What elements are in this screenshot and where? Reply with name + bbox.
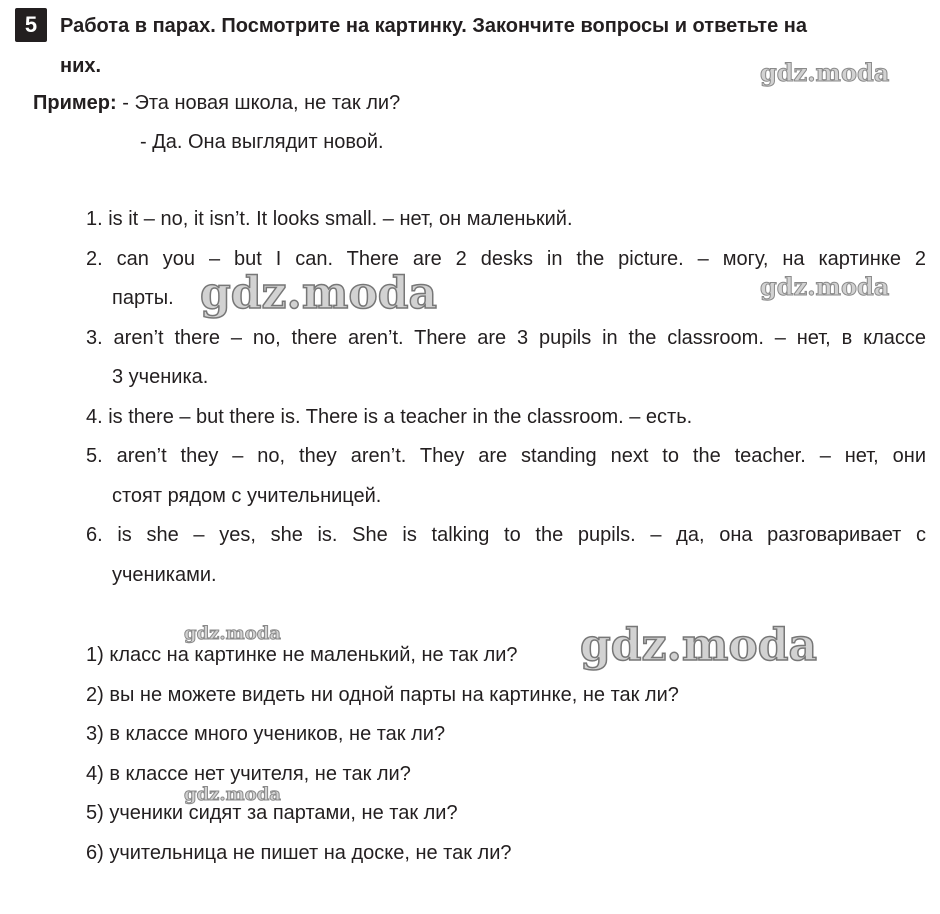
answer-item-2	[86, 240, 926, 319]
answer-text: 2. can you – but I can. There are 2 desks in the picture. – могу, на картинке 2	[86, 247, 926, 270]
example-line1: - Эта новая школа, не так ли?	[116, 92, 401, 114]
answer-item-1	[86, 200, 926, 240]
task-title-line2: них.	[60, 55, 102, 77]
question-item-3: 3) в классе много учеников, не так ли?	[86, 723, 446, 746]
answer-text: 5. aren’t they – no, they aren’t. They are standing next to the teacher. – нет, они	[86, 445, 926, 467]
answer-continuation: 3 ученика.	[112, 366, 209, 388]
watermark: gdz.moda	[200, 268, 438, 319]
task-title	[60, 6, 930, 86]
questions-list	[86, 636, 926, 874]
watermark: gdz.moda	[580, 620, 818, 671]
watermark: gdz.moda	[184, 623, 281, 644]
answer-text: 6. is she – yes, she is. She is talking to the pupils. – да, она разговаривает с	[86, 524, 926, 546]
question-item-2: 2) вы не можете видеть ни одной парты на картинке, не так ли?	[86, 683, 679, 706]
watermark: gdz.moda	[760, 272, 890, 301]
example-line2: - Да. Она выглядит новой.	[140, 131, 384, 153]
example-block	[33, 84, 400, 162]
answer-continuation: парты.	[112, 287, 174, 309]
task-number-badge: 5	[15, 8, 47, 42]
answer-item-6	[86, 516, 926, 595]
watermark: gdz.moda	[184, 784, 281, 805]
answer-text: 3. aren’t there – no, there aren’t. There are 3 pupils in the classroom. – нет, в классе	[86, 326, 926, 349]
answer-item-3	[86, 319, 926, 398]
example-label: Пример:	[33, 92, 117, 114]
answer-continuation: стоят рядом с учительницей.	[112, 484, 382, 507]
answer-text: 1. is it – no, it isn’t. It looks small. – нет, он маленький.	[86, 208, 573, 230]
answer-text: 4. is there – but there is. There is a teacher in the classroom. – есть.	[86, 405, 693, 428]
watermark: gdz.moda	[760, 58, 890, 87]
question-item-6: 6) учительница не пишет на доске, не так ли?	[86, 841, 512, 864]
question-item-5: 5) ученики сидят за партами, не так ли?	[86, 802, 458, 825]
question-item-4: 4) в классе нет учителя, не так ли?	[86, 762, 411, 785]
task-title-line1: Работа в парах. Посмотрите на картинку. Закончите вопросы и ответьте на	[60, 15, 807, 37]
question-item-1: 1) класс на картинке не маленький, не так ли?	[86, 644, 518, 666]
answer-continuation: учениками.	[112, 563, 217, 586]
answers-list	[86, 200, 926, 595]
answer-item-5	[86, 437, 926, 516]
answer-item-4	[86, 398, 926, 438]
